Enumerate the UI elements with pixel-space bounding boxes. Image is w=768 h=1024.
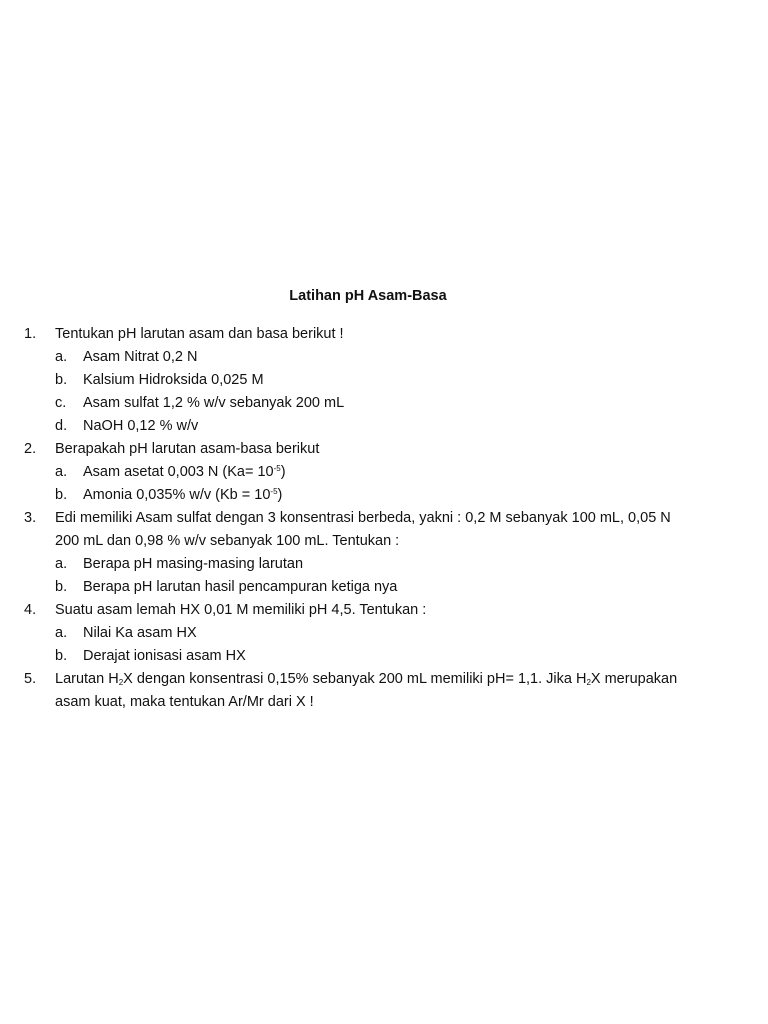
question-5 [24, 668, 734, 714]
sub-text-end: ) [277, 487, 283, 503]
sub-text: Kalsium Hidroksida 0,025 M [83, 372, 264, 388]
sub-letter: c. [55, 395, 67, 411]
sub-letter: b. [55, 648, 68, 664]
sub-letter: a. [55, 349, 68, 365]
sub-item [55, 553, 734, 576]
question-number: 1. [24, 326, 37, 342]
text-part: X merupakan [590, 671, 678, 687]
question-text-line-1 [55, 668, 734, 691]
sub-item [55, 369, 734, 392]
sub-letter: b. [55, 487, 68, 503]
question-number: 4. [24, 602, 37, 618]
question-text: Tentukan pH larutan asam dan basa berikut ! [55, 326, 344, 342]
question-text-line-2: 200 mL dan 0,98 % w/v sebanyak 100 mL. Tentukan : [55, 533, 400, 549]
sub-text: Asam Nitrat 0,2 N [83, 349, 198, 365]
sub-letter: a. [55, 464, 68, 480]
question-text: Suatu asam lemah HX 0,01 M memiliki pH 4,5. Tentukan : [55, 602, 427, 618]
sub-text: Berapa pH masing-masing larutan [83, 556, 304, 572]
sub-text-main: Amonia 0,035% w/v (Kb = 10 [83, 487, 271, 503]
question-text-line-1: Edi memiliki Asam sulfat dengan 3 konsentrasi berbeda, yakni : 0,2 M sebanyak 100 mL, 0,05 N [55, 510, 671, 526]
sub-item [55, 392, 734, 415]
sub-item [55, 461, 734, 484]
exponent: -5 [273, 464, 281, 473]
sub-item [55, 484, 734, 507]
page-title: Latihan pH Asam-Basa [289, 288, 447, 304]
sub-letter: b. [55, 372, 68, 388]
subscript: 2 [586, 678, 591, 687]
question-2 [24, 438, 734, 507]
sub-item [55, 622, 734, 645]
sub-text-main: Asam asetat 0,003 N (Ka= 10 [83, 464, 274, 480]
sub-letter: a. [55, 625, 68, 641]
question-4 [24, 599, 734, 668]
exponent: -5 [270, 487, 278, 496]
sub-text [83, 487, 282, 503]
subscript: 2 [118, 678, 124, 687]
question-number: 3. [24, 510, 37, 526]
sub-text: Nilai Ka asam HX [83, 625, 197, 641]
question-number: 5. [24, 671, 37, 687]
question-list [24, 323, 734, 714]
sub-text: Derajat ionisasi asam HX [83, 648, 246, 664]
sub-letter: d. [55, 418, 68, 434]
sub-item [55, 346, 734, 369]
question-text: Berapakah pH larutan asam-basa berikut [55, 441, 320, 457]
sub-text: Berapa pH larutan hasil pencampuran ketiga nya [83, 579, 398, 595]
sub-letter: a. [55, 556, 68, 572]
text-part: Larutan H [55, 671, 119, 687]
sub-text-end: ) [280, 464, 286, 480]
sub-text: Asam sulfat 1,2 % w/v sebanyak 200 mL [83, 395, 345, 411]
sub-text: NaOH 0,12 % w/v [83, 418, 199, 434]
sub-text [83, 464, 286, 480]
sub-item [55, 645, 734, 668]
text-part: X dengan konsentrasi 0,15% sebanyak 200 mL memiliki pH= 1,1. Jika H [123, 671, 587, 687]
question-text-line-2: asam kuat, maka tentukan Ar/Mr dari X ! [55, 694, 314, 710]
sub-item [55, 415, 734, 438]
question-1 [24, 323, 734, 438]
sub-item [55, 576, 734, 599]
sub-letter: b. [55, 579, 68, 595]
question-3 [24, 507, 734, 599]
question-number: 2. [24, 441, 37, 457]
